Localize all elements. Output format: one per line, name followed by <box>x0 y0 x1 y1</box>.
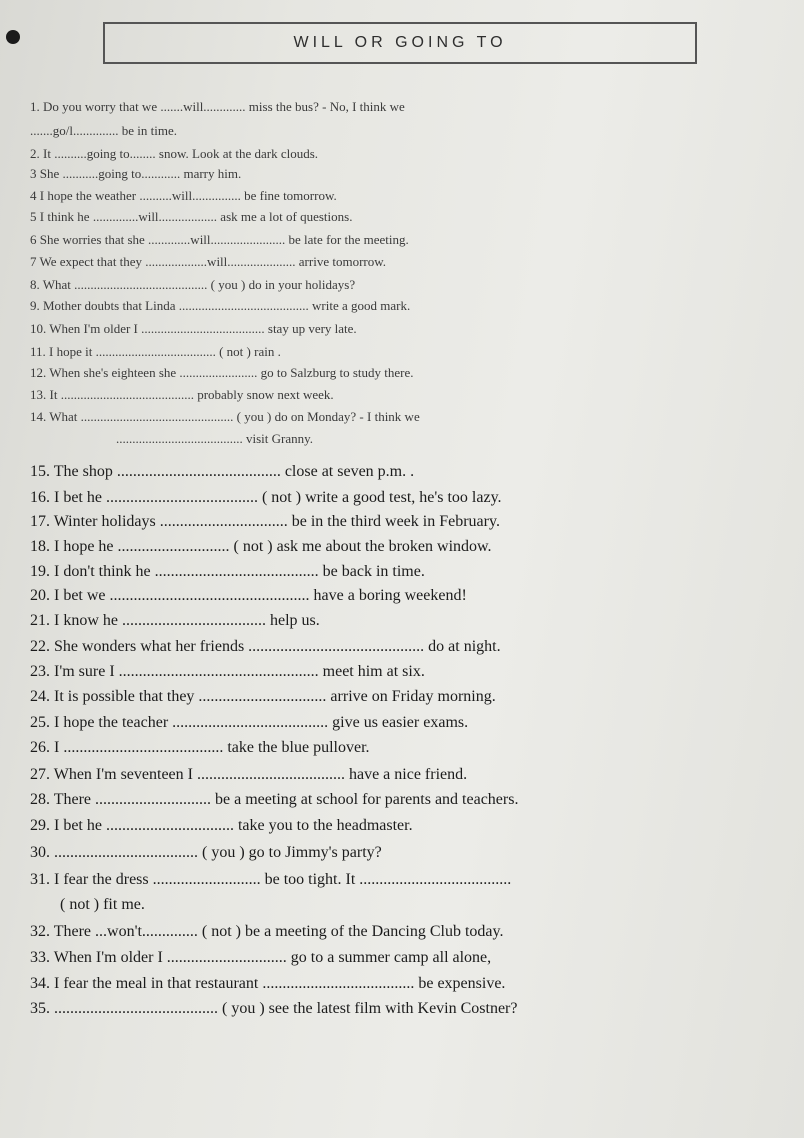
exercise-line: 5 I think he ..............will.................. ask me a lot of questions. <box>30 209 353 224</box>
exercise-line: 10. When I'm older I ...................................... stay up very late. <box>30 321 357 336</box>
exercise-line: 18. I hope he ............................ ( not ) ask me about the broken window. <box>30 538 492 555</box>
exercise-line: 30. .................................... ( you ) go to Jimmy's party? <box>30 844 382 861</box>
exercise-line: 11. I hope it ..................................... ( not ) rain . <box>30 344 281 359</box>
exercise-line: 34. I fear the meal in that restaurant ...................................... be expensive. <box>30 975 506 992</box>
worksheet-title: WILL OR GOING TO <box>103 22 697 64</box>
exercise-line: 1. Do you worry that we .......will............. miss the bus? - No, I think we <box>30 99 405 114</box>
exercise-line: 29. I bet he ................................ take you to the headmaster. <box>30 817 413 834</box>
exercise-line: 4 I hope the weather ..........will............... be fine tomorrow. <box>30 188 337 203</box>
exercise-line: 24. It is possible that they ................................ arrive on Friday morning. <box>30 688 496 705</box>
exercise-line: 28. There ............................. be a meeting at school for parents and teachers. <box>30 791 519 808</box>
exercise-line: 20. I bet we .................................................. have a boring weekend! <box>30 587 467 604</box>
exercise-line: 17. Winter holidays ................................ be in the third week in February. <box>30 513 500 530</box>
exercise-line: 31. I fear the dress ........................... be too tight. It ...................................... <box>30 871 512 888</box>
exercise-line: ( not ) fit me. <box>60 896 145 913</box>
exercise-line: 15. The shop ......................................... close at seven p.m. . <box>30 463 415 480</box>
exercise-line: 23. I'm sure I .................................................. meet him at six. <box>30 663 425 680</box>
exercise-line: 35. ......................................... ( you ) see the latest film with Kevin Costner? <box>30 1000 518 1017</box>
exercise-line: 19. I don't think he ......................................... be back in time. <box>30 563 425 580</box>
exercise-line: 25. I hope the teacher ....................................... give us easier exams. <box>30 714 469 731</box>
exercise-line: 7 We expect that they ...................will..................... arrive tomorrow. <box>30 254 387 269</box>
exercise-line: 13. It ......................................... probably snow next week. <box>30 387 334 402</box>
exercise-line: 9. Mother doubts that Linda ........................................ write a good mark. <box>30 298 411 313</box>
exercise-line: ....................................... visit Granny. <box>116 431 314 446</box>
exercise-line: 2. It ..........going to........ snow. Look at the dark clouds. <box>30 146 319 161</box>
exercise-line: 14. What ............................................... ( you ) do on Monday? - I think we <box>30 409 420 424</box>
exercise-line: 8. What ......................................... ( you ) do in your holidays? <box>30 277 356 292</box>
exercise-line: 12. When she's eighteen she ........................ go to Salzburg to study there. <box>30 365 414 380</box>
exercise-line: 33. When I'm older I .............................. go to a summer camp all alone, <box>30 949 492 966</box>
exercise-line: 3 She ...........going to............ marry him. <box>30 166 242 181</box>
exercise-line: 6 She worries that she .............will....................... be late for the meeting. <box>30 232 409 247</box>
exercise-line: 32. There ...won't.............. ( not ) be a meeting of the Dancing Club today. <box>30 923 504 940</box>
exercise-line: 21. I know he .................................... help us. <box>30 612 320 629</box>
exercise-line: 16. I bet he ...................................... ( not ) write a good test, he's too lazy. <box>30 489 502 506</box>
exercise-line: .......go/l.............. be in time. <box>30 123 177 138</box>
exercise-line: 26. I ........................................ take the blue pullover. <box>30 739 370 756</box>
exercise-line: 27. When I'm seventeen I ..................................... have a nice friend. <box>30 766 468 783</box>
exercise-line: 22. She wonders what her friends ............................................ do at night. <box>30 638 501 655</box>
punch-hole <box>6 30 20 44</box>
